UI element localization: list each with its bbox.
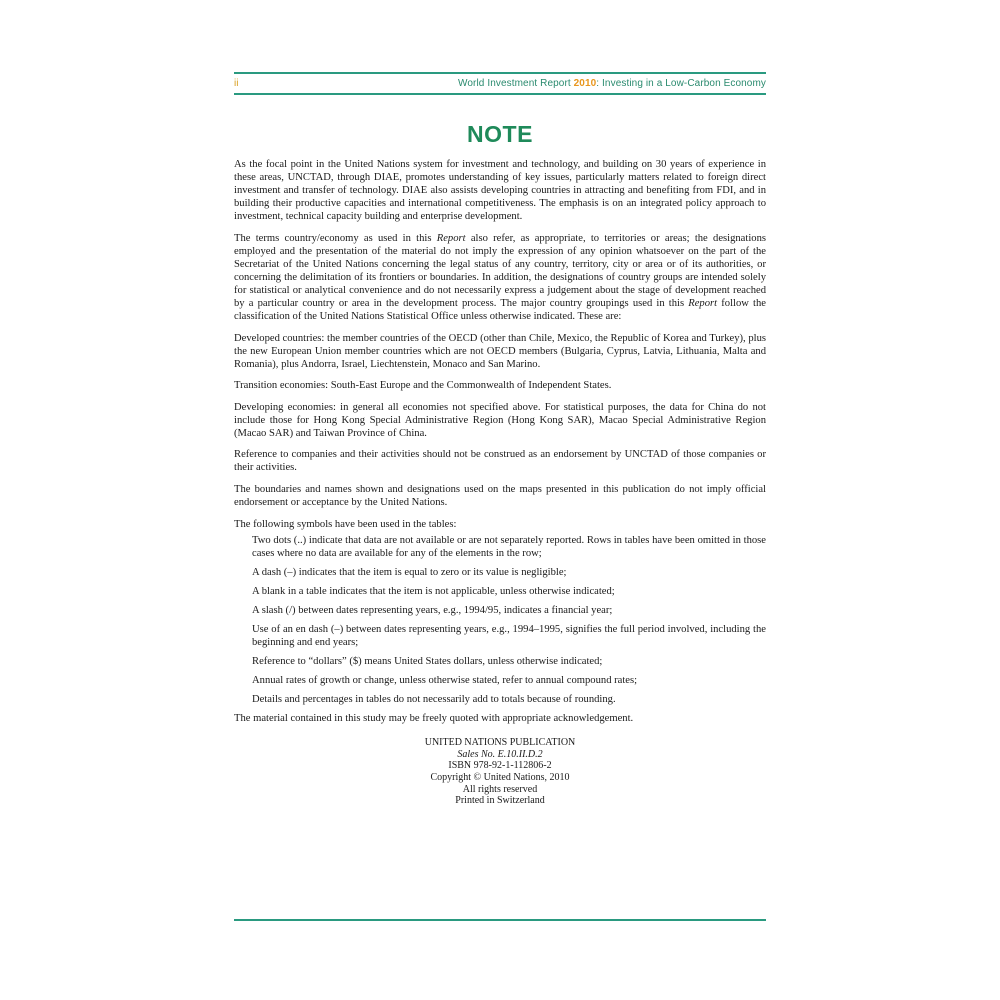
text-span: The terms country/economy as used in this [234,232,437,244]
footer-rule [234,919,766,921]
paragraph-developing: Developing economies: in general all economies not specified above. For statistical purposes, the data for China do not include those for Hong Kong Special Administrative Region (Hong Kong SAR), Macao Special Administrative Region (Macao SAR) and Taiwan Province of China. [234,401,766,439]
note-body [234,158,766,725]
running-title [458,78,766,89]
symbol-item: A slash (/) between dates representing years, e.g., 1994/95, indicates a financial year; [252,604,613,616]
paragraph-terms [234,232,766,323]
page-title: NOTE [467,121,533,147]
paragraph-developed: Developed countries: the member countries of the OECD (other than Chile, Mexico, the Republic of Korea and Turkey), plus the new European Union member countries which are not OECD members (Bulgaria, Cyprus, Latvia, Lithuania, Malta and Romania), plus Andorra, Israel, Liechtenstein, Monaco and San Marino. [234,332,766,370]
symbol-item: Use of an en dash (–) between dates representing years, e.g., 1994–1995, signifies the full period involved, including the beginning and end years; [252,623,766,648]
paragraph-closing: The material contained in this study may be freely quoted with appropriate acknowledgement. [234,713,634,725]
running-header [234,74,766,93]
symbol-item: A blank in a table indicates that the item is not applicable, unless otherwise indicated; [252,585,615,597]
page [234,72,766,807]
imprint-sales-no: Sales No. E.10.II.D.2 [457,748,543,760]
paragraph-transition: Transition economies: South-East Europe and the Commonwealth of Independent States. [234,380,612,392]
imprint-publication: UNITED NATIONS PUBLICATION [424,737,576,749]
publication-imprint [234,737,766,807]
symbol-item: Reference to “dollars” ($) means United States dollars, unless otherwise indicated; [252,655,603,667]
report-subtitle: : Investing in a Low-Carbon Economy [596,78,766,89]
symbol-item: A dash (–) indicates that the item is equal to zero or its value is negligible; [252,566,567,578]
paragraph-companies: Reference to companies and their activities should not be construed as an endorsement by UNCTAD of those companies or their activities. [234,449,766,474]
imprint-copyright: Copyright © United Nations, 2010 [430,771,570,783]
paragraph-mandate: As the focal point in the United Nations system for investment and technology, and building on 30 years of experience in these areas, UNCTAD, through DIAE, promotes understanding of key issues, particularly matters related to foreign direct investment and transfer of technology. DIAE also assists developing countries in attracting and benefiting from FDI, and in building their productive capacities and international competitiveness. The emphasis is on an integrated policy approach to investment, technical capacity building and enterprise development. [234,159,766,223]
text-span: follow the classification of the United Nations Statistical Office unless otherwise indicated. These are: [234,297,766,323]
page-number: ii [234,78,239,89]
italic-report: Report [436,232,466,244]
report-name: World Investment Report [458,78,571,89]
imprint-isbn: ISBN 978-92-1-112806-2 [448,760,552,772]
paragraph-symbols-intro: The following symbols have been used in the tables: [234,518,457,530]
header-bottom-rule [234,93,766,95]
symbol-item: Two dots (..) indicate that data are not available or are not separately reported. Rows in tables have been omitted in those cases where no data are available for any of the elements in the row; [252,534,766,559]
imprint-rights: All rights reserved [462,783,538,795]
report-year: 2010 [573,78,597,89]
imprint-printed: Printed in Switzerland [455,795,545,807]
text-span: also refer, as appropriate, to territories or areas; the designations employed and the presentation of the material do not imply the expression of any opinion whatsoever on the part of the Secretariat of the United Nations concerning the legal status of any country, territory, city or area or of its authorities, or concerning the delimitation of its frontiers or boundaries. In addition, the designations of country groups are intended solely for statistical or analytical convenience and do not necessarily express a judgement about the stage of development reached by a particular country or area in the development process. The major country groupings used in this [234,232,766,309]
symbol-item: Details and percentages in tables do not necessarily add to totals because of rounding. [252,694,616,706]
symbol-item: Annual rates of growth or change, unless otherwise stated, refer to annual compound rates; [252,675,638,686]
paragraph-boundaries: The boundaries and names shown and designations used on the maps presented in this publication do not imply official endorsement or acceptance by the United Nations. [234,483,766,509]
italic-report: Report [688,297,718,309]
